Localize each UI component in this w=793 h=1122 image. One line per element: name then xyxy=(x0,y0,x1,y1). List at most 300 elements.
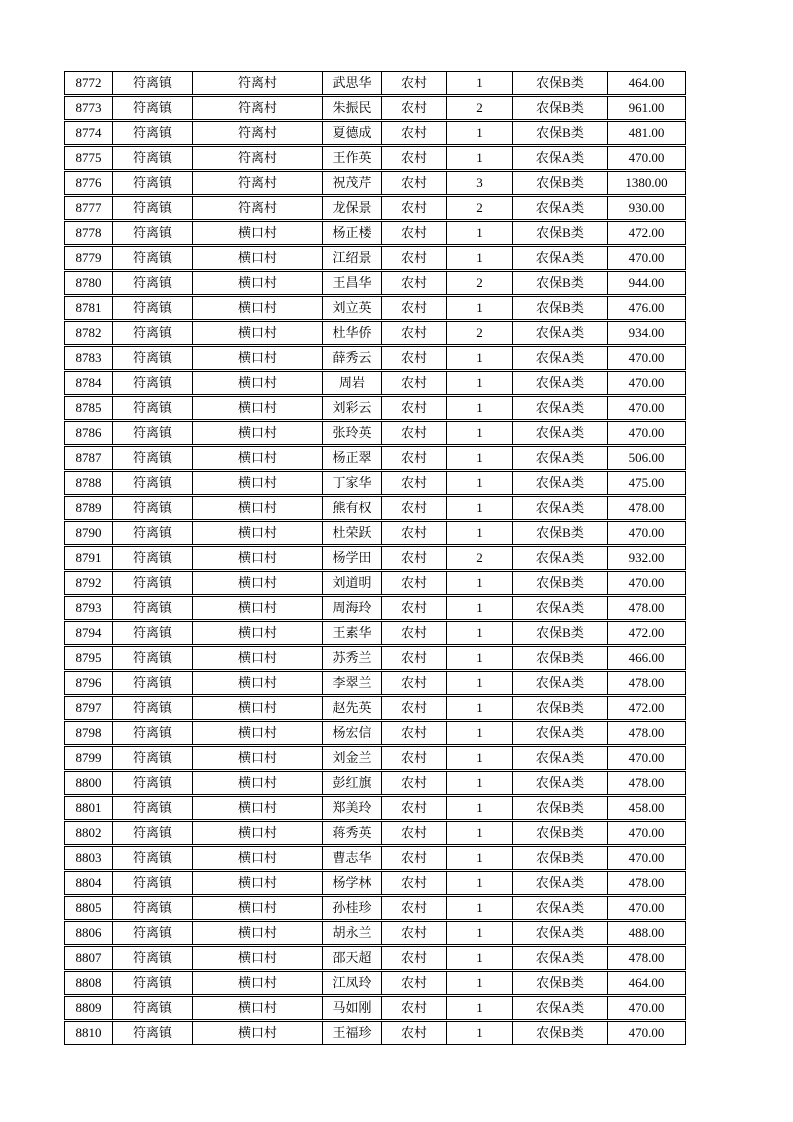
cell-town: 符离镇 xyxy=(112,1022,192,1044)
cell-village: 横口村 xyxy=(192,547,322,569)
cell-person-name: 刘金兰 xyxy=(322,747,381,769)
cell-record-number: 8807 xyxy=(75,950,102,965)
cell-person-name: 王素华 xyxy=(322,622,381,644)
cell-amount: 961.00 xyxy=(607,97,685,119)
cell-person-count: 1 xyxy=(446,922,512,944)
table-row xyxy=(64,146,686,170)
cell-household-type: 农村 xyxy=(381,147,446,169)
cell-record-number: 8772 xyxy=(75,75,102,90)
cell-village: 符离村 xyxy=(192,197,322,219)
cell-village: 横口村 xyxy=(192,797,322,819)
cell-village: 横口村 xyxy=(192,722,322,744)
cell-household-type: 农村 xyxy=(381,547,446,569)
cell-village: 横口村 xyxy=(192,622,322,644)
table-row xyxy=(64,821,686,845)
cell-household-type: 农村 xyxy=(381,297,446,319)
cell-record-number: 8787 xyxy=(75,450,102,465)
cell-person-count: 1 xyxy=(446,347,512,369)
cell-person-count: 1 xyxy=(446,397,512,419)
cell-town: 符离镇 xyxy=(112,847,192,869)
table-row xyxy=(64,896,686,920)
cell-town: 符离镇 xyxy=(112,597,192,619)
cell-person-name: 王昌华 xyxy=(322,272,381,294)
cell-insurance-category: 农保A类 xyxy=(512,597,607,619)
cell-insurance-category: 农保A类 xyxy=(512,472,607,494)
cell-town: 符离镇 xyxy=(112,747,192,769)
cell-household-type: 农村 xyxy=(381,97,446,119)
table-row xyxy=(64,1021,686,1045)
cell-town: 符离镇 xyxy=(112,447,192,469)
cell-person-count: 1 xyxy=(446,747,512,769)
cell-village: 横口村 xyxy=(192,297,322,319)
cell-town: 符离镇 xyxy=(112,122,192,144)
cell-person-name: 彭红旗 xyxy=(322,772,381,794)
cell-amount: 932.00 xyxy=(607,547,685,569)
cell-person-count: 1 xyxy=(446,722,512,744)
cell-amount: 464.00 xyxy=(607,72,685,94)
table-row xyxy=(64,571,686,595)
cell-town: 符离镇 xyxy=(112,222,192,244)
cell-household-type: 农村 xyxy=(381,822,446,844)
cell-person-name: 胡永兰 xyxy=(322,922,381,944)
cell-household-type: 农村 xyxy=(381,622,446,644)
cell-insurance-category: 农保A类 xyxy=(512,247,607,269)
table-row xyxy=(64,996,686,1020)
cell-record-number: 8803 xyxy=(75,850,102,865)
records-table xyxy=(64,71,686,1046)
cell-town: 符离镇 xyxy=(112,972,192,994)
table-row xyxy=(64,496,686,520)
cell-village: 横口村 xyxy=(192,647,322,669)
cell-insurance-category: 农保B类 xyxy=(512,272,607,294)
cell-insurance-category: 农保B类 xyxy=(512,847,607,869)
table-row xyxy=(64,446,686,470)
table-row xyxy=(64,471,686,495)
cell-record-number: 8774 xyxy=(75,125,102,140)
table-row xyxy=(64,196,686,220)
cell-person-count: 1 xyxy=(446,1022,512,1044)
cell-amount: 464.00 xyxy=(607,972,685,994)
cell-person-count: 1 xyxy=(446,422,512,444)
cell-household-type: 农村 xyxy=(381,447,446,469)
cell-amount: 1380.00 xyxy=(607,172,685,194)
cell-household-type: 农村 xyxy=(381,172,446,194)
table-row xyxy=(64,621,686,645)
cell-amount: 488.00 xyxy=(607,922,685,944)
cell-person-count: 1 xyxy=(446,222,512,244)
cell-person-name: 杨学田 xyxy=(322,547,381,569)
table-row xyxy=(64,721,686,745)
cell-household-type: 农村 xyxy=(381,472,446,494)
cell-record-number: 8801 xyxy=(75,800,102,815)
cell-insurance-category: 农保B类 xyxy=(512,697,607,719)
cell-town: 符离镇 xyxy=(112,247,192,269)
table-row xyxy=(64,546,686,570)
cell-person-name: 杜华侨 xyxy=(322,322,381,344)
cell-insurance-category: 农保A类 xyxy=(512,947,607,969)
cell-household-type: 农村 xyxy=(381,722,446,744)
cell-village: 横口村 xyxy=(192,947,322,969)
cell-village: 横口村 xyxy=(192,322,322,344)
cell-record-number: 8796 xyxy=(75,675,102,690)
cell-person-count: 1 xyxy=(446,247,512,269)
cell-person-count: 3 xyxy=(446,172,512,194)
cell-town: 符离镇 xyxy=(112,697,192,719)
cell-household-type: 农村 xyxy=(381,497,446,519)
cell-person-count: 1 xyxy=(446,622,512,644)
cell-person-count: 2 xyxy=(446,547,512,569)
cell-insurance-category: 农保B类 xyxy=(512,122,607,144)
cell-insurance-category: 农保B类 xyxy=(512,172,607,194)
cell-insurance-category: 农保B类 xyxy=(512,72,607,94)
cell-town: 符离镇 xyxy=(112,722,192,744)
cell-amount: 458.00 xyxy=(607,797,685,819)
table-row xyxy=(64,396,686,420)
cell-insurance-category: 农保B类 xyxy=(512,522,607,544)
cell-village: 横口村 xyxy=(192,397,322,419)
cell-person-name: 夏德成 xyxy=(322,122,381,144)
cell-amount: 481.00 xyxy=(607,122,685,144)
cell-village: 横口村 xyxy=(192,922,322,944)
cell-village: 横口村 xyxy=(192,247,322,269)
table-row xyxy=(64,796,686,820)
cell-amount: 470.00 xyxy=(607,147,685,169)
table-row xyxy=(64,596,686,620)
cell-household-type: 农村 xyxy=(381,222,446,244)
cell-household-type: 农村 xyxy=(381,922,446,944)
table-row xyxy=(64,96,686,120)
cell-amount: 470.00 xyxy=(607,847,685,869)
cell-amount: 475.00 xyxy=(607,472,685,494)
cell-amount: 506.00 xyxy=(607,447,685,469)
cell-insurance-category: 农保A类 xyxy=(512,547,607,569)
cell-insurance-category: 农保A类 xyxy=(512,922,607,944)
cell-amount: 478.00 xyxy=(607,497,685,519)
cell-record-number: 8785 xyxy=(75,400,102,415)
cell-household-type: 农村 xyxy=(381,597,446,619)
table-row xyxy=(64,871,686,895)
table-row xyxy=(64,521,686,545)
cell-household-type: 农村 xyxy=(381,672,446,694)
cell-insurance-category: 农保A类 xyxy=(512,997,607,1019)
cell-village: 符离村 xyxy=(192,122,322,144)
cell-person-count: 1 xyxy=(446,447,512,469)
cell-town: 符离镇 xyxy=(112,272,192,294)
cell-record-number: 8779 xyxy=(75,250,102,265)
cell-record-number: 8797 xyxy=(75,700,102,715)
cell-household-type: 农村 xyxy=(381,322,446,344)
table-row xyxy=(64,221,686,245)
cell-amount: 470.00 xyxy=(607,897,685,919)
table-row xyxy=(64,271,686,295)
cell-insurance-category: 农保A类 xyxy=(512,447,607,469)
cell-person-name: 周海玲 xyxy=(322,597,381,619)
cell-amount: 470.00 xyxy=(607,422,685,444)
cell-person-name: 苏秀兰 xyxy=(322,647,381,669)
cell-record-number: 8778 xyxy=(75,225,102,240)
cell-household-type: 农村 xyxy=(381,797,446,819)
cell-insurance-category: 农保A类 xyxy=(512,772,607,794)
cell-town: 符离镇 xyxy=(112,422,192,444)
cell-person-name: 杨学林 xyxy=(322,872,381,894)
cell-record-number: 8789 xyxy=(75,500,102,515)
cell-record-number: 8777 xyxy=(75,200,102,215)
cell-person-name: 张玲英 xyxy=(322,422,381,444)
cell-town: 符离镇 xyxy=(112,647,192,669)
cell-village: 横口村 xyxy=(192,472,322,494)
cell-amount: 470.00 xyxy=(607,997,685,1019)
cell-person-count: 1 xyxy=(446,122,512,144)
cell-person-count: 1 xyxy=(446,572,512,594)
cell-insurance-category: 农保A类 xyxy=(512,422,607,444)
cell-person-name: 杨正楼 xyxy=(322,222,381,244)
cell-amount: 470.00 xyxy=(607,822,685,844)
cell-record-number: 8795 xyxy=(75,650,102,665)
cell-village: 横口村 xyxy=(192,272,322,294)
cell-village: 横口村 xyxy=(192,422,322,444)
cell-household-type: 农村 xyxy=(381,122,446,144)
cell-insurance-category: 农保A类 xyxy=(512,322,607,344)
cell-insurance-category: 农保B类 xyxy=(512,297,607,319)
table-row xyxy=(64,346,686,370)
cell-village: 横口村 xyxy=(192,522,322,544)
cell-insurance-category: 农保B类 xyxy=(512,822,607,844)
table-row xyxy=(64,921,686,945)
cell-person-count: 1 xyxy=(446,847,512,869)
table-row xyxy=(64,246,686,270)
cell-amount: 470.00 xyxy=(607,247,685,269)
cell-person-name: 薛秀云 xyxy=(322,347,381,369)
cell-record-number: 8793 xyxy=(75,600,102,615)
cell-person-name: 杜荣跃 xyxy=(322,522,381,544)
cell-village: 横口村 xyxy=(192,772,322,794)
cell-household-type: 农村 xyxy=(381,397,446,419)
table-row xyxy=(64,671,686,695)
cell-person-count: 1 xyxy=(446,772,512,794)
cell-insurance-category: 农保A类 xyxy=(512,347,607,369)
cell-insurance-category: 农保B类 xyxy=(512,222,607,244)
cell-person-count: 2 xyxy=(446,97,512,119)
cell-amount: 470.00 xyxy=(607,397,685,419)
cell-insurance-category: 农保B类 xyxy=(512,1022,607,1044)
cell-insurance-category: 农保A类 xyxy=(512,672,607,694)
cell-village: 符离村 xyxy=(192,147,322,169)
cell-person-count: 2 xyxy=(446,322,512,344)
cell-person-name: 王作英 xyxy=(322,147,381,169)
cell-amount: 478.00 xyxy=(607,597,685,619)
cell-town: 符离镇 xyxy=(112,322,192,344)
cell-town: 符离镇 xyxy=(112,172,192,194)
cell-town: 符离镇 xyxy=(112,397,192,419)
cell-record-number: 8802 xyxy=(75,825,102,840)
cell-village: 横口村 xyxy=(192,347,322,369)
cell-person-count: 1 xyxy=(446,947,512,969)
cell-amount: 472.00 xyxy=(607,222,685,244)
cell-town: 符离镇 xyxy=(112,922,192,944)
cell-village: 横口村 xyxy=(192,997,322,1019)
cell-person-count: 1 xyxy=(446,472,512,494)
cell-household-type: 农村 xyxy=(381,422,446,444)
cell-person-name: 蒋秀英 xyxy=(322,822,381,844)
cell-person-name: 马如刚 xyxy=(322,997,381,1019)
cell-insurance-category: 农保A类 xyxy=(512,372,607,394)
cell-town: 符离镇 xyxy=(112,672,192,694)
cell-town: 符离镇 xyxy=(112,522,192,544)
cell-village: 符离村 xyxy=(192,72,322,94)
cell-person-name: 杨宏信 xyxy=(322,722,381,744)
cell-record-number: 8782 xyxy=(75,325,102,340)
cell-person-name: 李翠兰 xyxy=(322,672,381,694)
cell-person-count: 1 xyxy=(446,897,512,919)
cell-household-type: 农村 xyxy=(381,272,446,294)
cell-record-number: 8810 xyxy=(75,1025,102,1040)
cell-amount: 478.00 xyxy=(607,772,685,794)
cell-amount: 478.00 xyxy=(607,722,685,744)
cell-person-count: 1 xyxy=(446,972,512,994)
cell-village: 符离村 xyxy=(192,172,322,194)
cell-record-number: 8794 xyxy=(75,625,102,640)
table-row xyxy=(64,321,686,345)
cell-household-type: 农村 xyxy=(381,972,446,994)
cell-record-number: 8776 xyxy=(75,175,102,190)
cell-person-count: 1 xyxy=(446,147,512,169)
cell-record-number: 8775 xyxy=(75,150,102,165)
cell-person-name: 龙保景 xyxy=(322,197,381,219)
cell-person-name: 孙桂珍 xyxy=(322,897,381,919)
cell-village: 符离村 xyxy=(192,97,322,119)
cell-record-number: 8799 xyxy=(75,750,102,765)
cell-household-type: 农村 xyxy=(381,897,446,919)
cell-town: 符离镇 xyxy=(112,497,192,519)
cell-amount: 478.00 xyxy=(607,872,685,894)
cell-insurance-category: 农保B类 xyxy=(512,797,607,819)
cell-person-count: 1 xyxy=(446,522,512,544)
cell-person-name: 周岩 xyxy=(322,372,381,394)
cell-amount: 476.00 xyxy=(607,297,685,319)
cell-household-type: 农村 xyxy=(381,72,446,94)
cell-village: 横口村 xyxy=(192,572,322,594)
cell-person-count: 1 xyxy=(446,872,512,894)
cell-person-name: 朱振民 xyxy=(322,97,381,119)
cell-person-count: 1 xyxy=(446,697,512,719)
cell-insurance-category: 农保B类 xyxy=(512,647,607,669)
table-row xyxy=(64,771,686,795)
cell-person-name: 赵先英 xyxy=(322,697,381,719)
cell-person-name: 江绍景 xyxy=(322,247,381,269)
cell-town: 符离镇 xyxy=(112,472,192,494)
cell-town: 符离镇 xyxy=(112,822,192,844)
cell-household-type: 农村 xyxy=(381,697,446,719)
cell-person-name: 熊有权 xyxy=(322,497,381,519)
cell-insurance-category: 农保B类 xyxy=(512,622,607,644)
cell-household-type: 农村 xyxy=(381,197,446,219)
cell-household-type: 农村 xyxy=(381,247,446,269)
cell-amount: 470.00 xyxy=(607,522,685,544)
cell-person-count: 1 xyxy=(446,497,512,519)
cell-person-name: 丁家华 xyxy=(322,472,381,494)
cell-person-count: 1 xyxy=(446,997,512,1019)
cell-household-type: 农村 xyxy=(381,997,446,1019)
cell-town: 符离镇 xyxy=(112,197,192,219)
cell-amount: 470.00 xyxy=(607,347,685,369)
cell-amount: 478.00 xyxy=(607,672,685,694)
table-row xyxy=(64,371,686,395)
cell-person-count: 1 xyxy=(446,797,512,819)
cell-record-number: 8792 xyxy=(75,575,102,590)
table-row xyxy=(64,296,686,320)
cell-record-number: 8798 xyxy=(75,725,102,740)
cell-insurance-category: 农保B类 xyxy=(512,972,607,994)
cell-record-number: 8780 xyxy=(75,275,102,290)
cell-insurance-category: 农保A类 xyxy=(512,497,607,519)
cell-record-number: 8808 xyxy=(75,975,102,990)
cell-household-type: 农村 xyxy=(381,747,446,769)
cell-town: 符离镇 xyxy=(112,997,192,1019)
cell-town: 符离镇 xyxy=(112,622,192,644)
cell-person-name: 祝茂芹 xyxy=(322,172,381,194)
cell-amount: 472.00 xyxy=(607,622,685,644)
cell-amount: 472.00 xyxy=(607,697,685,719)
cell-amount: 478.00 xyxy=(607,947,685,969)
table-row xyxy=(64,971,686,995)
cell-amount: 944.00 xyxy=(607,272,685,294)
cell-amount: 466.00 xyxy=(607,647,685,669)
cell-person-name: 刘立英 xyxy=(322,297,381,319)
cell-person-count: 2 xyxy=(446,272,512,294)
cell-town: 符离镇 xyxy=(112,372,192,394)
cell-record-number: 8809 xyxy=(75,1000,102,1015)
cell-person-name: 刘彩云 xyxy=(322,397,381,419)
cell-village: 横口村 xyxy=(192,972,322,994)
table-row xyxy=(64,696,686,720)
cell-person-count: 1 xyxy=(446,372,512,394)
cell-record-number: 8806 xyxy=(75,925,102,940)
cell-household-type: 农村 xyxy=(381,572,446,594)
table-row xyxy=(64,646,686,670)
cell-person-count: 1 xyxy=(446,672,512,694)
cell-amount: 470.00 xyxy=(607,747,685,769)
cell-record-number: 8804 xyxy=(75,875,102,890)
cell-person-count: 1 xyxy=(446,297,512,319)
cell-record-number: 8786 xyxy=(75,425,102,440)
table-row xyxy=(64,421,686,445)
cell-village: 横口村 xyxy=(192,597,322,619)
cell-town: 符离镇 xyxy=(112,347,192,369)
cell-record-number: 8773 xyxy=(75,100,102,115)
cell-village: 横口村 xyxy=(192,222,322,244)
cell-household-type: 农村 xyxy=(381,347,446,369)
cell-village: 横口村 xyxy=(192,447,322,469)
cell-person-name: 杨正翠 xyxy=(322,447,381,469)
cell-town: 符离镇 xyxy=(112,797,192,819)
cell-household-type: 农村 xyxy=(381,372,446,394)
cell-person-count: 1 xyxy=(446,822,512,844)
cell-household-type: 农村 xyxy=(381,947,446,969)
cell-village: 横口村 xyxy=(192,497,322,519)
cell-person-name: 江凤玲 xyxy=(322,972,381,994)
cell-insurance-category: 农保B类 xyxy=(512,572,607,594)
cell-town: 符离镇 xyxy=(112,872,192,894)
cell-village: 横口村 xyxy=(192,372,322,394)
cell-town: 符离镇 xyxy=(112,297,192,319)
cell-town: 符离镇 xyxy=(112,572,192,594)
table-row xyxy=(64,71,686,95)
cell-amount: 470.00 xyxy=(607,572,685,594)
cell-town: 符离镇 xyxy=(112,72,192,94)
cell-household-type: 农村 xyxy=(381,522,446,544)
cell-insurance-category: 农保A类 xyxy=(512,722,607,744)
cell-amount: 930.00 xyxy=(607,197,685,219)
